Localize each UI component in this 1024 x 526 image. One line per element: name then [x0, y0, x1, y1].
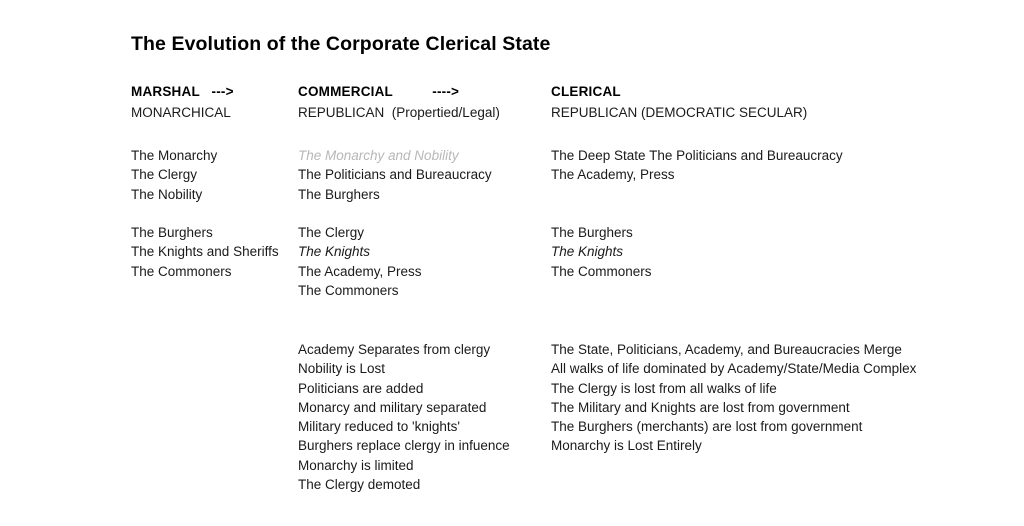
- list-item: The Monarchy and Nobility: [298, 148, 459, 163]
- list-item: The Deep State The Politicians and Bureaucracy: [551, 148, 843, 163]
- list-item: The Military and Knights are lost from government: [551, 399, 850, 415]
- list-item: The Clergy demoted: [298, 477, 421, 493]
- list-item: The Nobility: [131, 186, 203, 202]
- list-item: The Burghers (merchants) are lost from government: [551, 419, 863, 435]
- list-item: The Burghers: [551, 225, 633, 240]
- commercial-group-2: [298, 223, 546, 300]
- column-heading-clerical: CLERICAL: [551, 84, 621, 99]
- list-item: Monarchy is Lost Entirely: [551, 438, 702, 454]
- list-item: The Commoners: [131, 263, 232, 279]
- list-item: Military reduced to 'knights': [298, 419, 460, 435]
- list-item: The Clergy is lost from all walks of life: [551, 380, 777, 396]
- list-item: The Burghers: [131, 225, 213, 240]
- page-title: The Evolution of the Corporate Clerical State: [131, 33, 551, 55]
- list-item: Monarcy and military separated: [298, 399, 487, 415]
- list-item: The Clergy: [298, 225, 365, 240]
- list-item: The State, Politicians, Academy, and Bureaucracies Merge: [551, 342, 902, 357]
- column-subheading-commercial: REPUBLICAN (Propertied/Legal): [298, 105, 500, 120]
- list-item: Academy Separates from clergy: [298, 342, 491, 357]
- list-item: The Commoners: [551, 263, 652, 279]
- list-item: The Clergy: [131, 167, 198, 183]
- list-item: The Knights: [298, 244, 371, 260]
- clerical-group-2: [551, 223, 991, 281]
- column-marshal: [131, 84, 291, 279]
- list-item: All walks of life dominated by Academy/State/Media Complex: [551, 361, 917, 377]
- list-item: Burghers replace clergy in infuence: [298, 438, 510, 454]
- column-heading-marshal: MARSHAL --->: [131, 84, 234, 99]
- column-commercial: [298, 84, 546, 493]
- list-item: The Knights and Sheriffs: [131, 244, 279, 260]
- column-subheading-marshal: MONARCHICAL: [131, 105, 231, 120]
- list-item: Monarchy is limited: [298, 457, 414, 473]
- column-heading-commercial: COMMERCIAL ---->: [298, 84, 460, 99]
- list-item: The Academy, Press: [551, 167, 675, 183]
- list-item: The Burghers: [298, 186, 380, 202]
- list-item: The Academy, Press: [298, 263, 422, 279]
- column-clerical: [551, 84, 991, 454]
- marshal-group-2: [131, 223, 291, 281]
- list-item: The Monarchy: [131, 148, 218, 163]
- clerical-group-3: [551, 340, 991, 456]
- list-item: The Knights: [551, 244, 624, 260]
- marshal-group-1: [131, 146, 291, 204]
- list-item: Nobility is Lost: [298, 361, 386, 377]
- clerical-group-1: [551, 146, 991, 185]
- list-item: The Commoners: [298, 282, 399, 298]
- column-subheading-clerical: REPUBLICAN (DEMOCRATIC SECULAR): [551, 105, 808, 120]
- list-item: Politicians are added: [298, 380, 424, 396]
- commercial-group-1: [298, 146, 546, 204]
- commercial-group-3: [298, 340, 546, 494]
- list-item: The Politicians and Bureaucracy: [298, 167, 492, 183]
